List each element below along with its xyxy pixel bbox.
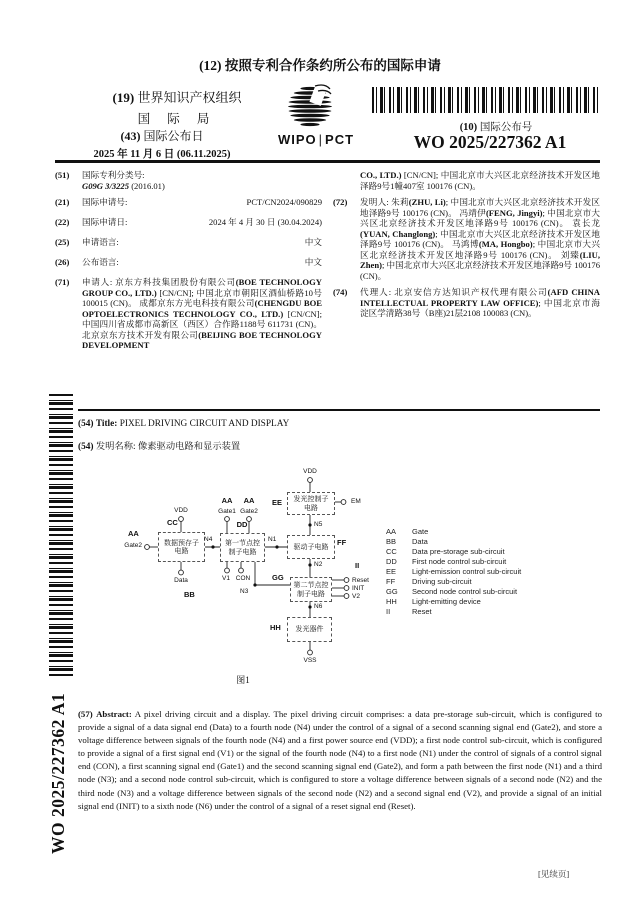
legend-label: Data pre-storage sub-circuit <box>412 547 505 556</box>
abstract-label: Abstract: <box>96 709 132 719</box>
field-number: (72) <box>333 197 348 207</box>
legend-row <box>386 597 521 607</box>
field-26-publication-language <box>55 257 322 268</box>
title-english <box>78 419 600 429</box>
field-72-inventors <box>333 197 600 281</box>
filing-language: 中文 <box>304 237 322 247</box>
abstract-section <box>78 708 602 813</box>
data-pre-storage-subcircuit-box <box>158 532 205 562</box>
field-21-application-number <box>55 197 322 208</box>
legend-label: Light-emission control sub-circuit <box>412 567 522 576</box>
light-emitting-device-box <box>287 617 332 642</box>
field-51-ipc <box>55 170 322 191</box>
pct-publication-line: (12) 按照专利合作条约所公布的国际申请 <box>199 58 441 73</box>
legend-row <box>386 537 521 547</box>
label-cc-key: CC <box>167 518 178 527</box>
box-text: 驱动子电路 <box>293 542 329 551</box>
box-text: 电路 <box>304 503 318 512</box>
label-v2: V2 <box>352 592 360 600</box>
box-text: 制子电路 <box>228 547 257 556</box>
filing-date: 2024 年 4 月 30 日 (30.04.2024) <box>208 217 322 227</box>
label-hh-key: HH <box>270 623 281 632</box>
invention-title-zh: 像素驱动电路和显示装置 <box>137 442 241 452</box>
driving-subcircuit-box <box>287 535 335 559</box>
title-divider <box>78 409 600 411</box>
publication-number: WO 2025/227362 A1 <box>413 132 567 152</box>
first-node-control-subcircuit-box <box>220 533 265 562</box>
biblio-left-column <box>55 170 322 357</box>
org-name-line <box>88 87 266 106</box>
legend-row <box>386 587 521 597</box>
label-ee-key: EE <box>272 498 283 507</box>
label-vdd-ee: VDD <box>303 468 317 475</box>
label-em: EM <box>351 498 361 505</box>
pub-date-label: 国际公布日 <box>143 129 204 143</box>
label-bb-key: BB <box>184 590 195 599</box>
legend-key: BB <box>386 537 397 546</box>
field-label: 申请人: <box>82 277 113 287</box>
label-dd-key: DD <box>236 520 248 529</box>
bibliographic-section <box>55 170 600 357</box>
field-54-number: (54) <box>78 419 94 429</box>
pct-text: PCT <box>325 132 355 147</box>
legend-key: FF <box>386 577 396 586</box>
legend-label: Second node control sub-circuit <box>412 587 518 596</box>
field-label: 国际专利分类号: <box>82 170 145 180</box>
field-number: (74) <box>333 287 348 297</box>
box-text: 第二节点控 <box>293 581 329 589</box>
field-22-filing-date <box>55 217 322 228</box>
abstract-text: A pixel driving circuit and a display. The pixel driving circuit comprises: a data pre-storage sub-circuit, which is configured to provide a signal of a data signal end (Data) to a fourth node (N4) under the control of a signal of a second scanning signal end (Gate2), and store a voltage difference between signals of the fourth node (N4) and a first power source end (VDD); a first node control sub-circuit, which is configured to provide a signal of a first signal end (V1) or the signal of the fourth node (N4) to a first node (N1) under the control of signals of a control signal end (CON), a first scanning signal end (Gate1) and the second scanning signal end (Gate2), and form a path between the first node (N1) and a third node (N3); and a second node control sub-circuit, which is configured to store a voltage difference between signals of a second node (N2) and the third node (N3) and a voltage difference between signals of the second node (N2) and a second signal end (V2), and provide a signal of an initial signal end (INIT) to a sixth node (N6) under the control of a signal of a reset signal end (Reset). <box>78 709 602 811</box>
title-zh-label: 发明名称: <box>95 442 136 452</box>
field-number: (26) <box>55 257 70 267</box>
legend-label: Gate <box>412 527 429 536</box>
publication-date-block <box>44 127 280 161</box>
pub-date-value: 2025 年 11 月 6 日 (06.11.2025) <box>93 149 231 160</box>
label-gate1: Gate1 <box>218 508 236 515</box>
field-number: (51) <box>55 170 70 180</box>
legend-label: Light-emitting device <box>412 597 481 606</box>
label-init: INIT <box>352 584 365 592</box>
invention-title-en: PIXEL DRIVING CIRCUIT AND DISPLAY <box>119 419 290 429</box>
pub-number-label: 国际公布号 <box>479 122 533 133</box>
label-data: Data <box>174 577 188 584</box>
ipc-edition: (2016.01) <box>131 180 165 191</box>
label-ii-key: II <box>355 561 360 570</box>
label-v1: V1 <box>222 575 230 582</box>
field-57-number: (57) <box>78 709 93 719</box>
field-label: 公布语言: <box>82 257 119 267</box>
legend-key: II <box>386 607 391 616</box>
legend-label: Driving sub-circuit <box>412 577 472 586</box>
figure-legend <box>386 527 521 617</box>
field-number: (71) <box>55 277 70 287</box>
legend-label: Data <box>412 537 428 546</box>
wipo-text: WIPO <box>277 132 317 147</box>
label-gate2-left: Gate2 <box>124 542 142 549</box>
label-vss: VSS <box>303 657 317 664</box>
label-n6: N6 <box>314 603 323 610</box>
legend-row <box>386 527 521 537</box>
label-aa-gate2: AA <box>243 496 255 505</box>
applicants-continuation-text: CO., LTD.) [CN/CN]; 中国北京市大兴区北京经济技术开发区地泽路9号1幢407室 100176 (CN)。 <box>360 170 600 191</box>
wipo-pct-wordmark <box>258 132 374 147</box>
legend-key: HH <box>386 597 397 606</box>
continuation-note: [见续页] <box>538 869 570 879</box>
org-name: 世界知识产权组织 <box>137 90 242 105</box>
label-n5: N5 <box>314 521 323 528</box>
box-text: 制子电路 <box>297 589 325 598</box>
wipo-logo-icon <box>284 84 338 135</box>
legend-key: GG <box>386 587 398 596</box>
field-label: 发明人: <box>360 197 389 207</box>
org-bureau: 国 际 局 <box>137 112 217 126</box>
label-n2: N2 <box>314 561 323 568</box>
field-label: 国际申请号: <box>82 197 128 207</box>
field-label: 代理人: <box>360 287 392 297</box>
circuit-wires <box>120 460 385 670</box>
biblio-right-column <box>333 170 600 357</box>
legend-label: First node control sub-circuit <box>412 557 507 566</box>
publication-language: 中文 <box>304 257 322 267</box>
label-n3: N3 <box>240 588 249 595</box>
field-54-number: (54) <box>78 442 94 452</box>
legend-key: EE <box>386 567 397 576</box>
legend-key: CC <box>386 547 397 556</box>
legend-key: AA <box>386 527 397 536</box>
wordmark-divider: | <box>318 132 324 147</box>
legend-label: Reset <box>412 607 432 616</box>
light-emission-control-subcircuit-box <box>287 492 335 515</box>
title-en-label: Title: <box>95 419 118 429</box>
field-label: 申请语言: <box>82 237 119 247</box>
field-label: 国际申请日: <box>82 217 128 227</box>
legend-row <box>386 577 521 587</box>
ipc-value-line <box>82 181 322 192</box>
legend-row <box>386 557 521 567</box>
side-publication-number: WO 2025/227362 A1 <box>48 692 68 854</box>
label-con: CON <box>235 575 251 582</box>
legend-row <box>386 567 521 577</box>
second-node-control-subcircuit-box <box>290 577 332 602</box>
box-text: 发光器件 <box>295 625 324 634</box>
figure-1-circuit-diagram <box>120 460 385 695</box>
applicants-continuation <box>333 170 600 191</box>
field-number: (22) <box>55 217 70 227</box>
label-aa-gate1: AA <box>221 496 233 505</box>
title-chinese <box>78 438 600 452</box>
label-vdd-cc: VDD <box>174 507 188 514</box>
legend-row <box>386 607 521 617</box>
inventors-text: 朱莉(ZHU, Li); 中国北京市大兴区北京经济技术开发区地泽路9号 100176 (CN)。 冯靖伊(FENG, Jingyi); 中国北京市大兴区北京经济技术开发区地泽路9号 100176 (CN)。 袁长龙(YUAN, Changlong); 中国北京市大兴区北京经济技术开发区地泽路9号 100176 (CN)。 马鸿博(MA, Hongbo); 中国北京市大兴区北京经济技术开发区地泽路9号 100176 (CN)。 刘臻(LIU, Zhen); 中国北京市大兴区北京经济技术开发区地泽路9号 100176 (CN)。 <box>360 197 600 281</box>
agent-text: 北京安信方达知识产权代理有限公司(AFD CHINA INTELLECTUAL PROPERTY LAW OFFICE); 中国北京市海淀区学清路38号（B座)21层2108 100083 (CN)。 <box>360 287 600 318</box>
application-number: PCT/CN2024/090829 <box>246 197 322 207</box>
label-gg-key: GG <box>272 573 284 582</box>
label-ff-key: FF <box>337 538 347 547</box>
label-n1: N1 <box>268 536 277 543</box>
box-text: 发光控制子 <box>293 495 329 503</box>
applicants-text: 京东方科技集团股份有限公司(BOE TECHNOLOGY GROUP CO., LTD.) [CN/CN]; 中国北京市朝阳区酒仙桥路10号 100015 (CN)。 成都京东方光电科技有限公司(CHENGDU BOE OPTOELECTRONICS TECHNOLOGY CO., LTD.) [CN/CN]; 中国四川省成都市高新区（西区）合作路1188号 611731 (CN)。 北京京东方技术开发有限公司(BEIJING BOE TECHNOLOGY DEVELOPMENT <box>82 277 323 350</box>
field-25-filing-language <box>55 237 322 248</box>
box-text: 数据预存子 <box>164 538 199 547</box>
label-n4: N4 <box>204 536 213 543</box>
box-text: 电路 <box>174 547 189 555</box>
header-divider <box>55 160 600 163</box>
field-10-number: (10) <box>459 122 478 133</box>
ipc-class: G09G 3/3225 <box>82 180 130 191</box>
label-reset: Reset <box>352 576 369 584</box>
box-text: 第一节点控 <box>225 539 260 547</box>
legend-row <box>386 547 521 557</box>
field-74-agent <box>333 287 600 319</box>
legend-key: DD <box>386 557 397 566</box>
field-71-applicants <box>55 277 322 351</box>
label-gate2: Gate2 <box>240 508 258 515</box>
label-aa-left: AA <box>128 529 139 538</box>
field-19-number: (19) <box>112 90 135 105</box>
top-barcode <box>372 87 600 113</box>
field-43-number: (43) <box>120 129 141 143</box>
field-number: (21) <box>55 197 70 207</box>
issuing-organization <box>88 87 266 127</box>
figure-caption: 图1 <box>236 675 250 685</box>
field-number: (25) <box>55 237 70 247</box>
pub-date-label-line <box>44 127 280 144</box>
side-barcode <box>49 392 73 676</box>
